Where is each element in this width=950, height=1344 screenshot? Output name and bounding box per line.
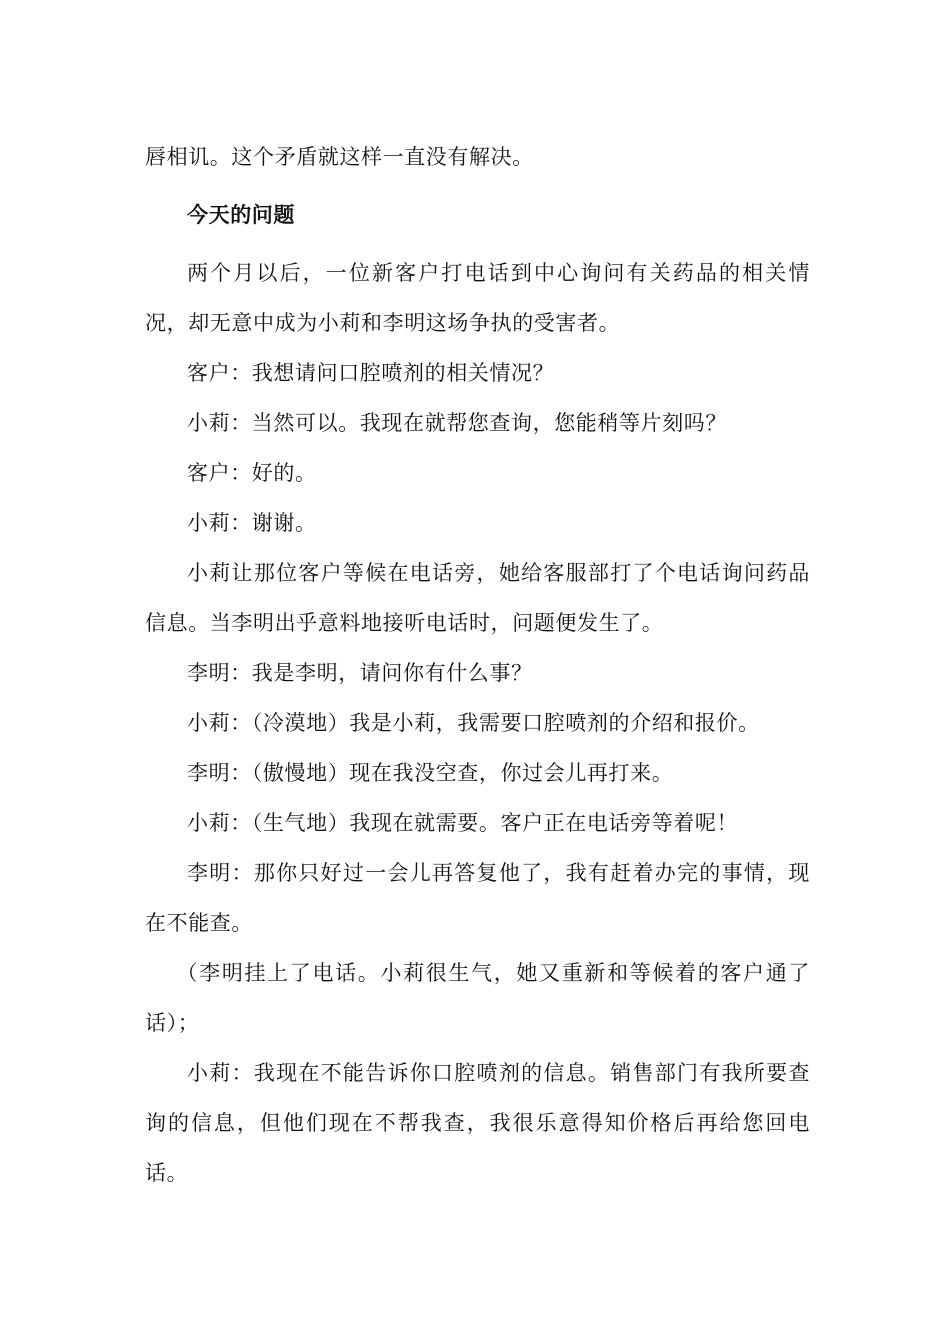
stage-direction: （李明挂上了电话。小莉很生气，她又重新和等候着的客户通了话）；	[145, 961, 810, 1035]
section-heading: 今天的问题	[187, 203, 295, 227]
dialogue-line: 客户：好的。	[187, 461, 317, 485]
paragraph-narration: 两个月以后，一位新客户打电话到中心询问有关药品的相关情况，却无意中成为小莉和李明这场争执的受害者。	[145, 261, 810, 335]
dialogue-line: 李明：（傲慢地）现在我没空查，你过会儿再打来。	[187, 761, 674, 785]
dialogue-line: 李明：那你只好过一会儿再答复他了，我有赶着办完的事情，现在不能查。	[145, 861, 810, 935]
dialogue-line: 李明：我是李明，请问你有什么事？	[187, 661, 533, 685]
dialogue-line: 小莉：（冷漠地）我是小莉，我需要口腔喷剂的介绍和报价。	[187, 711, 760, 735]
dialogue-line: 客户：我想请问口腔喷剂的相关情况？	[187, 361, 555, 385]
paragraph-narration: 小莉让那位客户等候在电话旁，她给客服部打了个电话询问药品信息。当李明出乎意料地接听电话时，问题便发生了。	[145, 561, 810, 635]
dialogue-line: 小莉：当然可以。我现在就帮您查询，您能稍等片刻吗？	[187, 411, 727, 435]
dialogue-line: 小莉：（生气地）我现在就需要。客户正在电话旁等着呢！	[187, 811, 739, 835]
document-body	[145, 132, 810, 1198]
dialogue-line: 小莉：谢谢。	[187, 511, 317, 535]
dialogue-line: 小莉：我现在不能告诉你口腔喷剂的信息。销售部门有我所要查询的信息，但他们现在不帮我查，我很乐意得知价格后再给您回电话。	[145, 1061, 810, 1185]
paragraph-continuation: 唇相讥。这个矛盾就这样一直没有解决。	[145, 145, 534, 169]
